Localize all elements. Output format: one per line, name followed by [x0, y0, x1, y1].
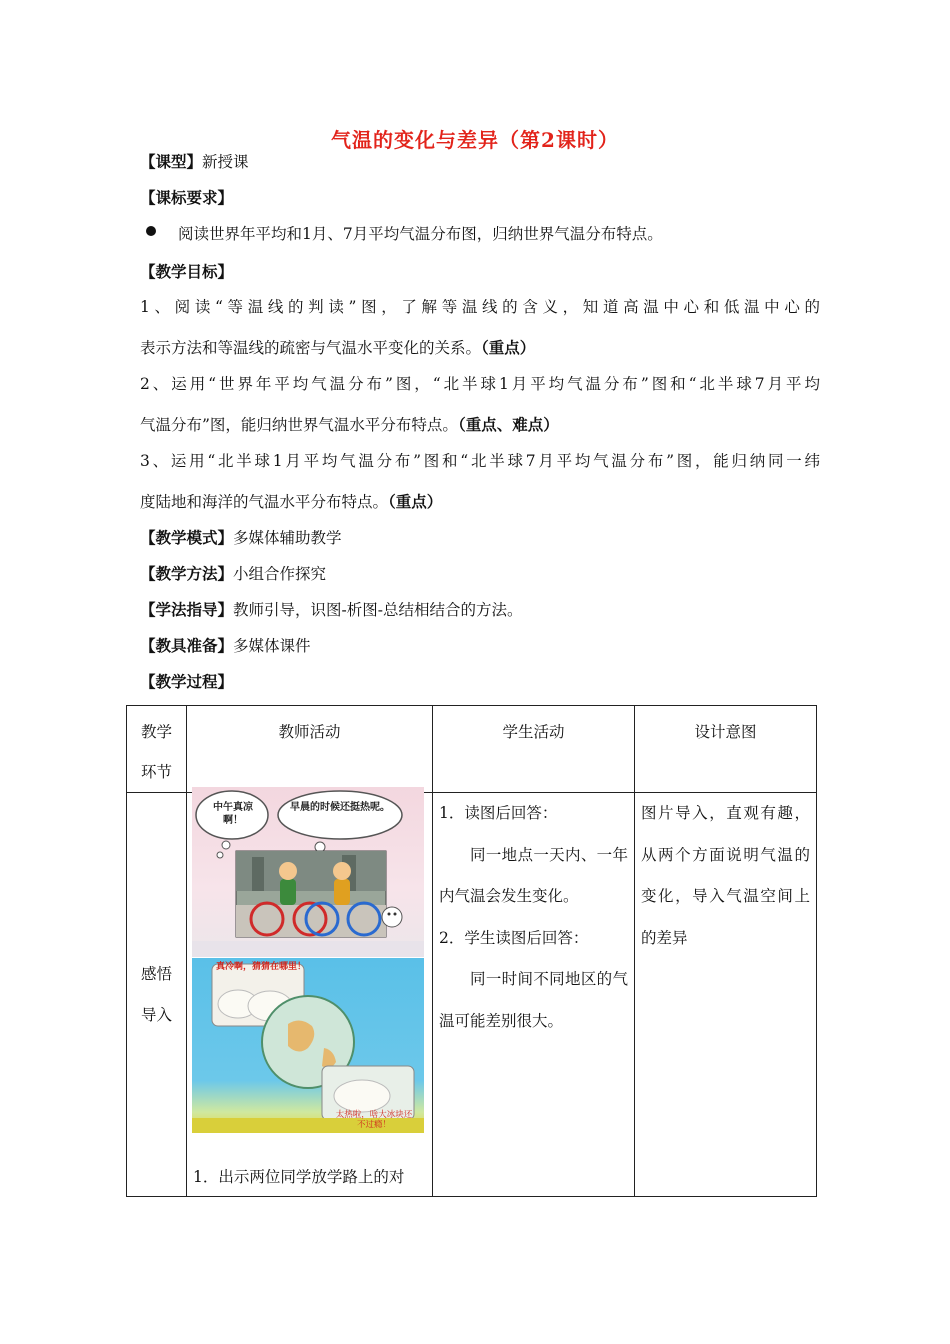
goal-2-line-1: 2、运用“世界年平均气温分布”图，“北半球1月平均气温分布”图和“北半球7月平均	[140, 375, 820, 393]
header-intent: 设计意图	[635, 706, 817, 793]
goals-label: 【教学目标】	[140, 262, 234, 281]
goal-3-line-2: 度陆地和海洋的气温水平分布特点。（重点）	[140, 492, 443, 511]
bullet-icon	[146, 226, 156, 236]
standard-bullet-text: 阅读世界年平均和1月、7月平均气温分布图，归纳世界气温分布特点。	[178, 225, 663, 243]
polar-bear-globe-illustration	[192, 958, 424, 1133]
header-student: 学生活动	[433, 706, 635, 793]
row-student: 1．读图后回答： 同一地点一天内、一年内气温会发生变化。 2．学生读图后回答： 同一时间不同地区的气温可能差别很大。	[433, 793, 635, 1197]
header-stage: 教学 环节	[127, 706, 187, 793]
goal-1-line-1: 1、阅读“等温线的判读”图，了解等温线的含义，知道高温中心和低温中心的	[140, 298, 820, 316]
goal-2-line-2: 气温分布”图，能归纳世界气温水平分布特点。（重点、难点）	[140, 415, 559, 434]
polar-caption-bottom: 太热啦，啥大冰块还不过瘾！	[335, 1110, 413, 1130]
goal-1-line-2: 表示方法和等温线的疏密与气温水平变化的关系。（重点）	[140, 338, 536, 357]
teacher-text: 1．出示两位同学放学路上的对	[193, 1168, 405, 1186]
goal-2-tag: （重点、难点）	[457, 415, 559, 434]
guide-line: 【学法指导】教师引导，识图-析图-总结相结合的方法。	[140, 600, 523, 619]
course-type-line	[140, 152, 820, 172]
process-label: 【教学过程】	[140, 672, 234, 691]
goal-3-tag: （重点）	[388, 492, 443, 511]
bubble-morning-text: 早晨的时候还挺热呢。	[290, 802, 390, 813]
mode-line: 【教学模式】多媒体辅助教学	[140, 528, 342, 547]
method-line: 【教学方法】小组合作探究	[140, 564, 327, 583]
bicycle-kids-illustration	[192, 787, 424, 957]
course-type-label: 【课型】	[140, 152, 203, 171]
standard-label: 【课标要求】	[140, 188, 234, 207]
tools-line: 【教具准备】多媒体课件	[140, 636, 311, 655]
header-teacher: 教师活动	[187, 706, 433, 793]
row-intent: 图片导入，直观有趣，从两个方面说明气温的变化，导入气温空间上的差异	[635, 793, 817, 1197]
course-type-value: 新授课	[202, 153, 249, 171]
row-stage: 感悟 导入	[127, 793, 187, 1197]
goal-1-tag: （重点）	[481, 338, 536, 357]
document-title: 气温的变化与差异（第2课时）	[331, 128, 619, 152]
bubble-noon-text: 中午真凉啊！	[213, 802, 253, 826]
goal-3-line-1: 3、运用“北半球1月平均气温分布”图和“北半球7月平均气温分布”图，能归纳同一纬	[140, 452, 820, 470]
polar-caption-top: 真冷啊，猜猜在哪里！	[216, 962, 307, 972]
table-header-row	[127, 706, 817, 793]
polar-bear-scene-icon	[192, 958, 424, 1133]
